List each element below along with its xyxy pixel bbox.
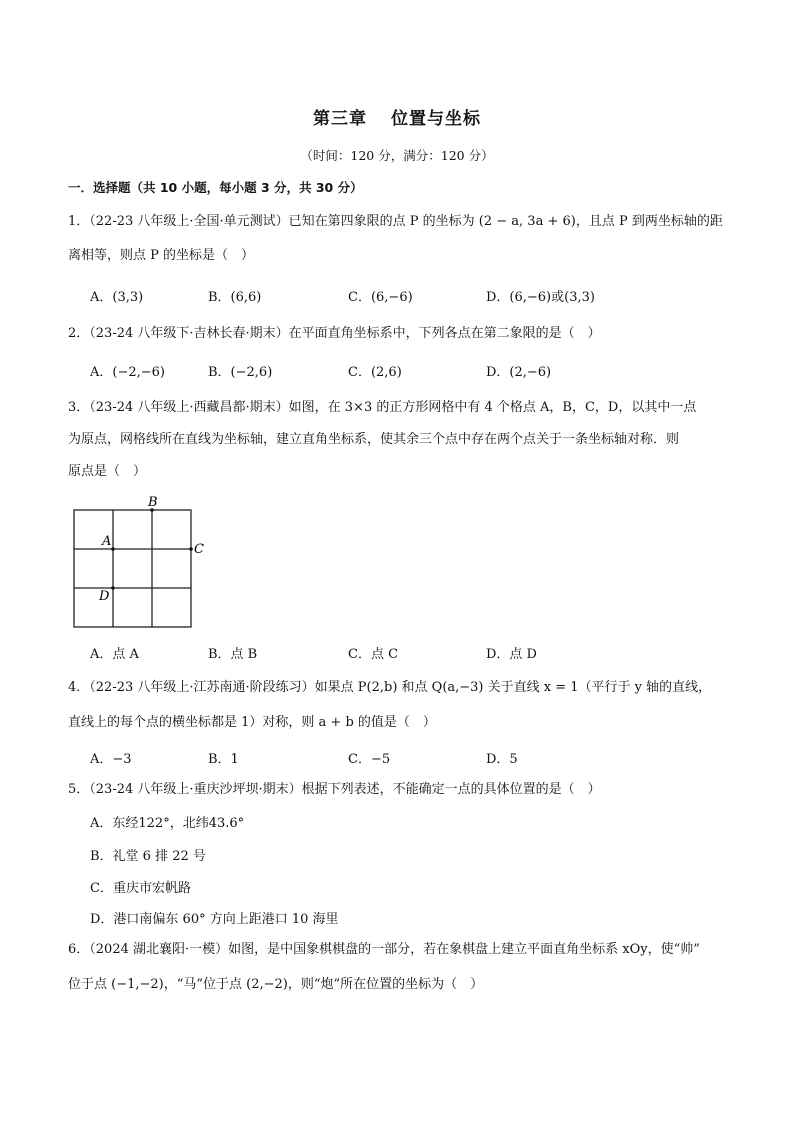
question-5-option-a[interactable]: A．东经122°，北纬43.6° xyxy=(90,816,245,831)
grid-point-d xyxy=(111,586,115,590)
question-4-option-a[interactable]: A．−3 xyxy=(90,752,132,767)
question-3-line-2: 为原点，网格线所在直线为坐标轴，建立直角坐标系，使其余三个点中存在两个点关于一条坐标轴对称．则 xyxy=(68,432,680,447)
page-subtitle: （时间：120 分，满分：120 分） xyxy=(300,148,494,163)
question-2-line-1: 2．（23-24 八年级下·吉林长春·期末）在平面直角坐标系中，下列各点在第二象限的是（ ） xyxy=(68,326,601,341)
label-c: C xyxy=(194,542,204,557)
question-2-option-d[interactable]: D．(2,−6) xyxy=(486,365,552,380)
label-b: B xyxy=(148,495,158,510)
question-6-line-2: 位于点 (−1,−2)，“马”位于点 (2,−2)，则“炮”所在位置的坐标为（ ） xyxy=(68,977,484,992)
grid-figure xyxy=(66,490,206,630)
question-1-option-c[interactable]: C．(6,−6) xyxy=(348,290,413,305)
question-1-line-1: 1．（22-23 八年级上·全国·单元测试）已知在第四象限的点 P 的坐标为 (2 − a, 3a + 6)，且点 P 到两坐标轴的距 xyxy=(68,214,723,229)
question-3-option-a[interactable]: A．点 A xyxy=(90,647,139,662)
question-4-line-1: 4．（22-23 八年级上·江苏南通·阶段练习）如果点 P(2,b) 和点 Q(a,−3) 关于直线 x = 1（平行于 y 轴的直线， xyxy=(68,680,712,695)
question-5-option-c[interactable]: C．重庆市宏帆路 xyxy=(90,881,191,896)
question-4-option-d[interactable]: D．5 xyxy=(486,752,518,767)
question-1-option-a[interactable]: A．(3,3) xyxy=(90,290,144,305)
question-5-option-d[interactable]: D．港口南偏东 60° 方向上距港口 10 海里 xyxy=(90,912,339,927)
question-2-option-a[interactable]: A．(−2,−6) xyxy=(90,365,165,380)
title-chapter: 第三章 xyxy=(313,109,367,129)
label-d: D xyxy=(99,589,110,604)
label-a: A xyxy=(102,534,112,549)
question-3-option-d[interactable]: D．点 D xyxy=(486,647,537,662)
grid-lines xyxy=(74,510,191,627)
question-1-option-b[interactable]: B．(6,6) xyxy=(208,290,262,305)
grid-point-a xyxy=(111,547,115,551)
question-4-option-b[interactable]: B．1 xyxy=(208,752,239,767)
section-heading: 一．选择题（共 10 小题，每小题 3 分，共 30 分） xyxy=(68,180,363,195)
question-5-line-1: 5．（23-24 八年级上·重庆沙坪坝·期末）根据下列表述，不能确定一点的具体位置的是（ ） xyxy=(68,782,601,797)
question-3-option-b[interactable]: B．点 B xyxy=(208,647,258,662)
grid-point-c xyxy=(189,547,193,551)
question-4-option-c[interactable]: C．−5 xyxy=(348,752,391,767)
question-2-option-b[interactable]: B．(−2,6) xyxy=(208,365,273,380)
question-3-option-c[interactable]: C．点 C xyxy=(348,647,399,662)
question-4-line-2: 直线上的每个点的横坐标都是 1）对称，则 a + b 的值是（ ） xyxy=(68,715,436,730)
question-1-line-2: 离相等，则点 P 的坐标是（ ） xyxy=(68,248,255,263)
page-title xyxy=(0,104,794,129)
question-3-line-1: 3．（23-24 八年级上·西藏昌都·期末）如图，在 3×3 的正方形网格中有 4 个格点 A，B，C，D，以其中一点 xyxy=(68,400,697,415)
question-2-option-c[interactable]: C．(2,6) xyxy=(348,365,402,380)
question-5-option-b[interactable]: B．礼堂 6 排 22 号 xyxy=(90,849,206,864)
question-1-option-d[interactable]: D．(6,−6)或(3,3) xyxy=(486,290,595,305)
question-6-line-1: 6．（2024 湖北襄阳·一模）如图，是中国象棋棋盘的一部分，若在象棋盘上建立平面直角坐标系 xOy，使“帅” xyxy=(68,942,700,957)
question-3-line-3: 原点是（ ） xyxy=(68,464,147,479)
title-topic: 位置与坐标 xyxy=(391,109,481,129)
